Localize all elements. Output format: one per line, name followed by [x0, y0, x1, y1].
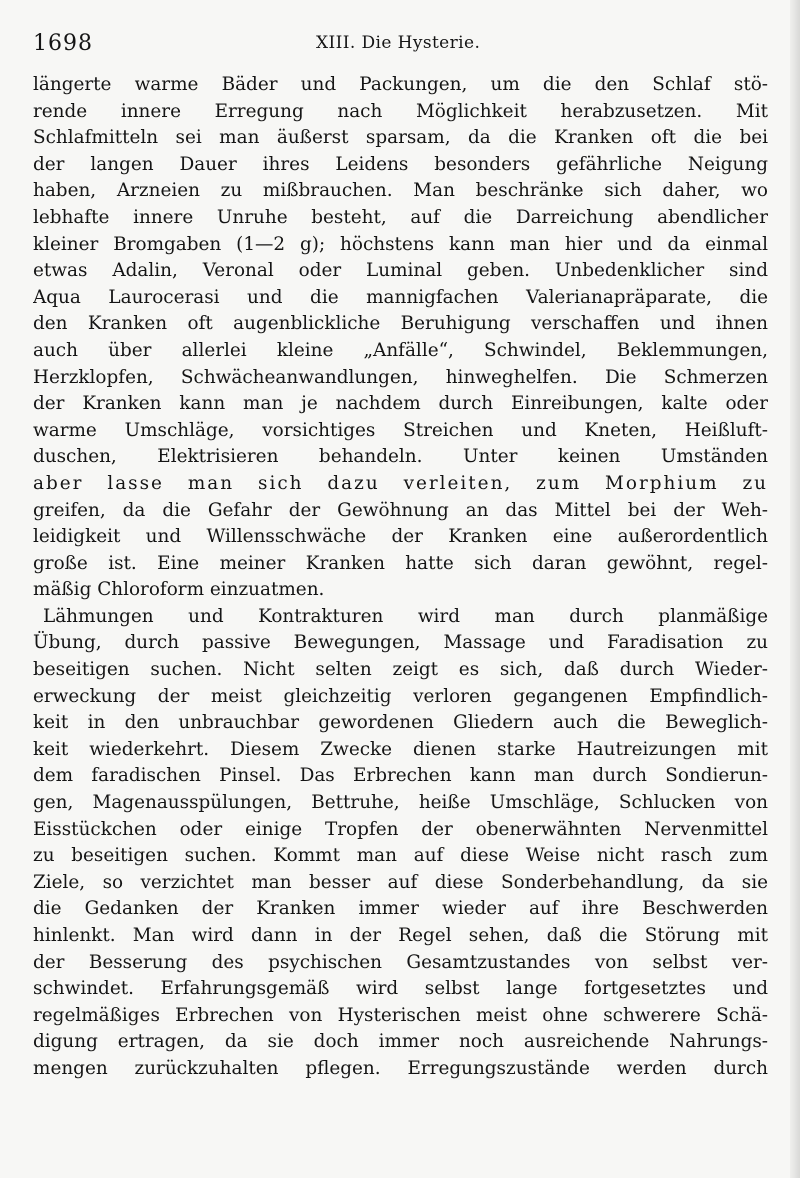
text-line: duschen, Elektrisieren behandeln. Unter keinen Umständen: [33, 446, 768, 468]
text-line: haben, Arzneien zu mißbrauchen. Man beschränke sich daher, wo: [33, 180, 768, 202]
text-line: Ziele, so verzichtet man besser auf diese Sonderbehandlung, da sie: [33, 871, 768, 893]
text-line: Herzklopfen, Schwächeanwandlungen, hinweghelfen. Die Schmerzen: [33, 366, 768, 388]
text-line: der Besserung des psychischen Gesamtzustandes von selbst ver-: [33, 951, 768, 973]
text-line: Aqua Laurocerasi und die mannigfachen Valerianapräparate, die: [33, 286, 768, 308]
text-line: leidigkeit und Willensschwäche der Kranken eine außerordentlich: [33, 526, 768, 548]
text-line: lebhafte innere Unruhe besteht, auf die Darreichung abendlicher: [33, 206, 768, 228]
text-line: greifen, da die Gefahr der Gewöhnung an das Mittel bei der Weh-: [33, 499, 768, 521]
text-line: auch über allerlei kleine „Anfälle“, Schwindel, Beklemmungen,: [33, 339, 768, 361]
text-line: längerte warme Bäder und Packungen, um die den Schlaf stö-: [33, 74, 768, 95]
text-line: erweckung der meist gleichzeitig verloren gegangenen Empfindlich-: [33, 685, 768, 707]
text-line: hinlenkt. Man wird dann in der Regel sehen, daß die Störung mit: [33, 925, 768, 946]
text-line: schwindet. Erfahrungsgemäß wird selbst lange fortgesetztes und: [33, 978, 768, 1000]
chapter-title: XIII. Die Hysterie.: [316, 33, 481, 53]
text-line: mäßig Chloroform einzuatmen.: [33, 579, 325, 601]
text-line: Übung, durch passive Bewegungen, Massage und Faradisation zu: [33, 632, 768, 654]
text-line: etwas Adalin, Veronal oder Luminal geben. Unbedenklicher sind: [33, 260, 768, 282]
text-line: digung ertragen, da sie doch immer noch ausreichende Nahrungs-: [33, 1031, 768, 1053]
text-line: große ist. Eine meiner Kranken hatte sich daran gewöhnt, regel-: [33, 552, 768, 574]
text-line: Lähmungen und Kontrakturen wird man durch planmäßige: [43, 605, 768, 627]
text-line: der langen Dauer ihres Leidens besonders gefährliche Neigung: [33, 153, 768, 175]
text-line: rende innere Erregung nach Möglichkeit herabzusetzen. Mit: [33, 100, 768, 122]
text-line: die Gedanken der Kranken immer wieder auf ihre Beschwerden: [33, 898, 768, 920]
text-line: gen, Magenausspülungen, Bettruhe, heiße Umschläge, Schlucken von: [33, 792, 768, 814]
text-line: Schlafmitteln sei man äußerst sparsam, da die Kranken oft die bei: [33, 127, 768, 149]
text-line: den Kranken oft augenblickliche Beruhigung verschaffen und ihnen: [33, 313, 768, 335]
text-line: regelmäßiges Erbrechen von Hysterischen meist ohne schwerere Schä-: [33, 1004, 768, 1026]
text-line: aber lasse man sich dazu verleiten, zum Morphium zu: [33, 472, 768, 494]
body-text: [33, 72, 768, 1083]
page-number: 1698: [33, 31, 93, 56]
running-head: [33, 31, 768, 59]
text-line: mengen zurückzuhalten pflegen. Erregungszustände werden durch: [33, 1057, 768, 1079]
text-line: kleiner Bromgaben (1—2 g); höchstens kann man hier und da einmal: [33, 233, 768, 255]
text-line: beseitigen suchen. Nicht selten zeigt es sich, daß durch Wieder-: [33, 659, 768, 681]
text-line: keit wiederkehrt. Diesem Zwecke dienen starke Hautreizungen mit: [33, 738, 768, 760]
text-line: dem faradischen Pinsel. Das Erbrechen kann man durch Sondierun-: [33, 765, 768, 787]
text-line: der Kranken kann man je nachdem durch Einreibungen, kalte oder: [33, 393, 768, 415]
text-line: warme Umschläge, vorsichtiges Streichen und Kneten, Heißluft-: [33, 419, 768, 441]
text-line: keit in den unbrauchbar gewordenen Gliedern auch die Beweglich-: [33, 712, 768, 734]
text-line: zu beseitigen suchen. Kommt man auf diese Weise nicht rasch zum: [33, 845, 768, 867]
text-line: Eisstückchen oder einige Tropfen der obenerwähnten Nervenmittel: [33, 818, 768, 840]
